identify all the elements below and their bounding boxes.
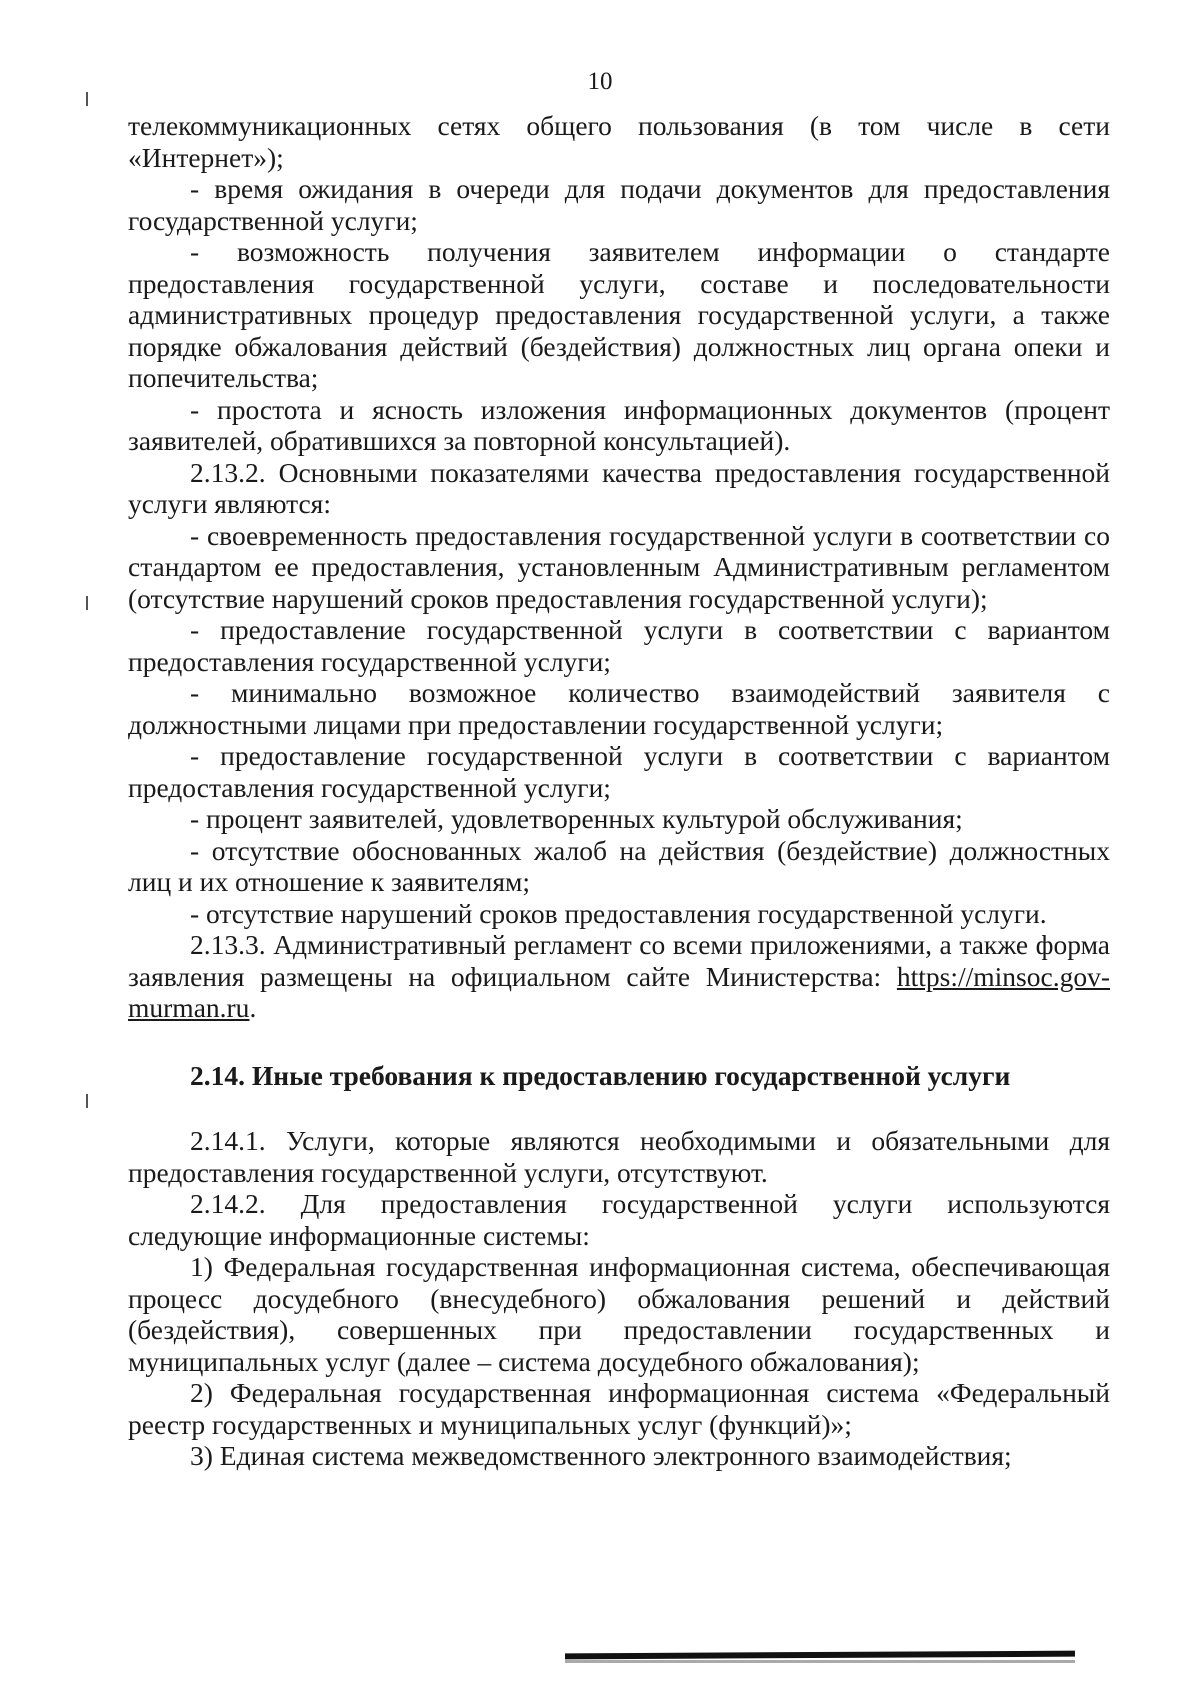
list-item-clarity: - простота и ясность изложения информационных документов (процент заявителей, обратившихся за повторной консультацией). — [128, 393, 1110, 456]
paragraph-2-13-3-end: . — [249, 992, 257, 1023]
paragraph-2-14-1: 2.14.1. Услуги, которые являются необходимыми и обязательными для предоставления государственной услуги, отсутствуют. — [128, 1125, 1110, 1188]
list-item-information-access: - возможность получения заявителем информации о стандарте предоставления государственной услуги, составе и последовательности административных процедур предоставления государственной услуги, а также порядке обжалования действий (бездействия) должностных лиц органа опеки и попечительства; — [128, 236, 1110, 393]
paragraph-continuation: телекоммуникационных сетях общего пользования (в том числе в сети «Интернет»); — [128, 110, 1110, 173]
bottom-rule-shadow — [565, 1660, 1075, 1663]
list-item-timeliness: - своевременность предоставления государственной услуги в соответствии со стандартом ее предоставления, установленным Административным регламентом (отсутствие нарушений сроков предоставления государственной услуги); — [128, 519, 1110, 614]
list-item-complaints: - отсутствие обоснованных жалоб на действия (бездействие) должностных лиц и их отношение к заявителям; — [128, 834, 1110, 897]
list-item-system-1: 1) Федеральная государственная информационная система, обеспечивающая процесс досудебного (внесудебного) обжалования решений и действий (бездействия), совершенных при предоставлении государственных и муниципальных услуг (далее – система досудебного обжалования); — [128, 1251, 1110, 1377]
list-item-waiting-time: - время ожидания в очереди для подачи документов для предоставления государственной услуги; — [128, 173, 1110, 236]
list-item-interactions: - минимально возможное количество взаимодействий заявителя с должностными лицами при предоставлении государственной услуги; — [128, 677, 1110, 740]
margin-mark — [86, 596, 88, 610]
list-item-system-3: 3) Единая система межведомственного электронного взаимодействия; — [190, 1440, 1012, 1471]
page-number: 10 — [587, 68, 613, 95]
document-body — [128, 110, 1110, 1472]
margin-mark — [86, 92, 88, 106]
list-item-deadlines: - отсутствие нарушений сроков предоставления государственной услуги. — [190, 897, 1047, 929]
margin-mark — [86, 1094, 88, 1108]
list-item-system-2: 2) Федеральная государственная информационная система «Федеральный реестр государственных и муниципальных услуг (функций)»; — [128, 1377, 1110, 1440]
list-item-variant: - предоставление государственной услуги в соответствии с вариантом предоставления государственной услуги; — [128, 614, 1110, 677]
section-heading-2-14: 2.14. Иные требования к предоставлению государственной услуги — [190, 1059, 1011, 1091]
bottom-rule — [565, 1651, 1075, 1660]
list-item-service-culture: - процент заявителей, удовлетворенных культурой обслуживания; — [190, 803, 963, 834]
paragraph-2-13-3 — [128, 929, 1110, 1024]
ministry-website-link[interactable]: https://minsoc.gov-murman.ru — [128, 960, 1110, 1023]
paragraph-2-14-2: 2.14.2. Для предоставления государственной услуги используются следующие информационные системы: — [128, 1188, 1110, 1251]
paragraph-2-13-2: 2.13.2. Основными показателями качества предоставления государственной услуги являются: — [128, 456, 1110, 519]
list-item-variant-repeat: - предоставление государственной услуги в соответствии с вариантом предоставления государственной услуги; — [128, 740, 1110, 803]
paragraph-2-13-3-text: 2.13.3. Административный регламент со всеми приложениями, а также форма заявления размещены на официальном сайте Министерства: — [128, 929, 1110, 992]
